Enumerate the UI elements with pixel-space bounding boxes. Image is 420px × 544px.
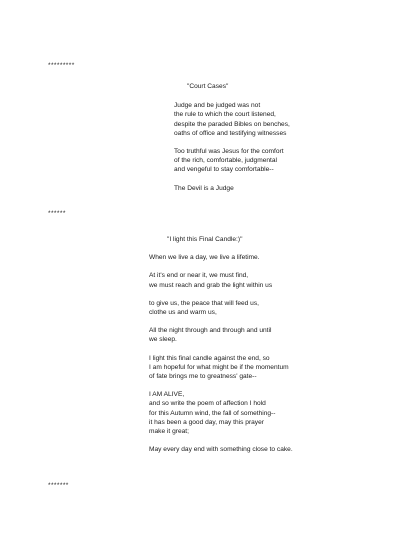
poem-court-cases — [174, 82, 374, 193]
poem-line: and vengeful to stay comfortable-- — [174, 166, 274, 174]
stanza — [149, 445, 389, 454]
poem-line: it has been a good day, may this prayer — [149, 418, 264, 426]
poem-line: of the rich, comfortable, judgmental — [174, 157, 277, 165]
poem-line: I light this final candle against the end, so — [149, 354, 270, 362]
poem-line: of fate brings me to greatness' gate-- — [149, 373, 257, 381]
poem-line: May every day end with something close to cake. — [149, 446, 293, 454]
stanza — [174, 184, 374, 193]
poem-line: I AM ALIVE, — [149, 391, 185, 399]
poem-final-candle — [149, 235, 389, 454]
separator-bottom: ******* — [48, 482, 69, 489]
stanza — [174, 147, 374, 175]
poem-line: At it's end or near it, we must find, — [149, 272, 249, 280]
stanza — [174, 101, 374, 138]
stanza — [149, 299, 389, 317]
poem-line: despite the paraded Bibles on benches, — [174, 120, 290, 128]
poem-line: Judge and be judged was not — [174, 102, 261, 110]
poem-line: I am hopeful for what might be if the momentum — [149, 363, 289, 371]
separator-middle: ****** — [48, 210, 66, 217]
poem-line: the rule to which the court listened, — [174, 111, 276, 119]
stanza — [149, 354, 389, 382]
stanza — [149, 253, 389, 262]
poem-line: make it great; — [149, 428, 189, 436]
poem-line: to give us, the peace that will feed us, — [149, 299, 259, 307]
poem-line: When we live a day, we live a lifetime. — [149, 254, 260, 262]
poem-line: for this Autumn wind, the fall of something-- — [149, 409, 276, 417]
poem-line: The Devil is a Judge — [174, 184, 234, 192]
stanza — [149, 271, 389, 289]
poem-line: Too truthful was Jesus for the comfort — [174, 148, 284, 156]
poem-title: "I light this Final Candle:)" — [167, 236, 243, 243]
poem-line: oaths of office and testifying witnesses — [174, 129, 287, 137]
stanza — [149, 390, 389, 436]
poem-line: we must reach and grab the light within us — [149, 281, 273, 289]
poem-line: All the night through and through and until — [149, 327, 272, 335]
poem-title: "Court Cases" — [187, 83, 229, 90]
separator-top: ********* — [48, 62, 75, 69]
stanza — [149, 326, 389, 344]
poem-line: and so write the poem of affection I hold — [149, 400, 266, 408]
poem-line: clothe us and warm us, — [149, 309, 217, 317]
poem-line: we sleep. — [149, 336, 177, 344]
